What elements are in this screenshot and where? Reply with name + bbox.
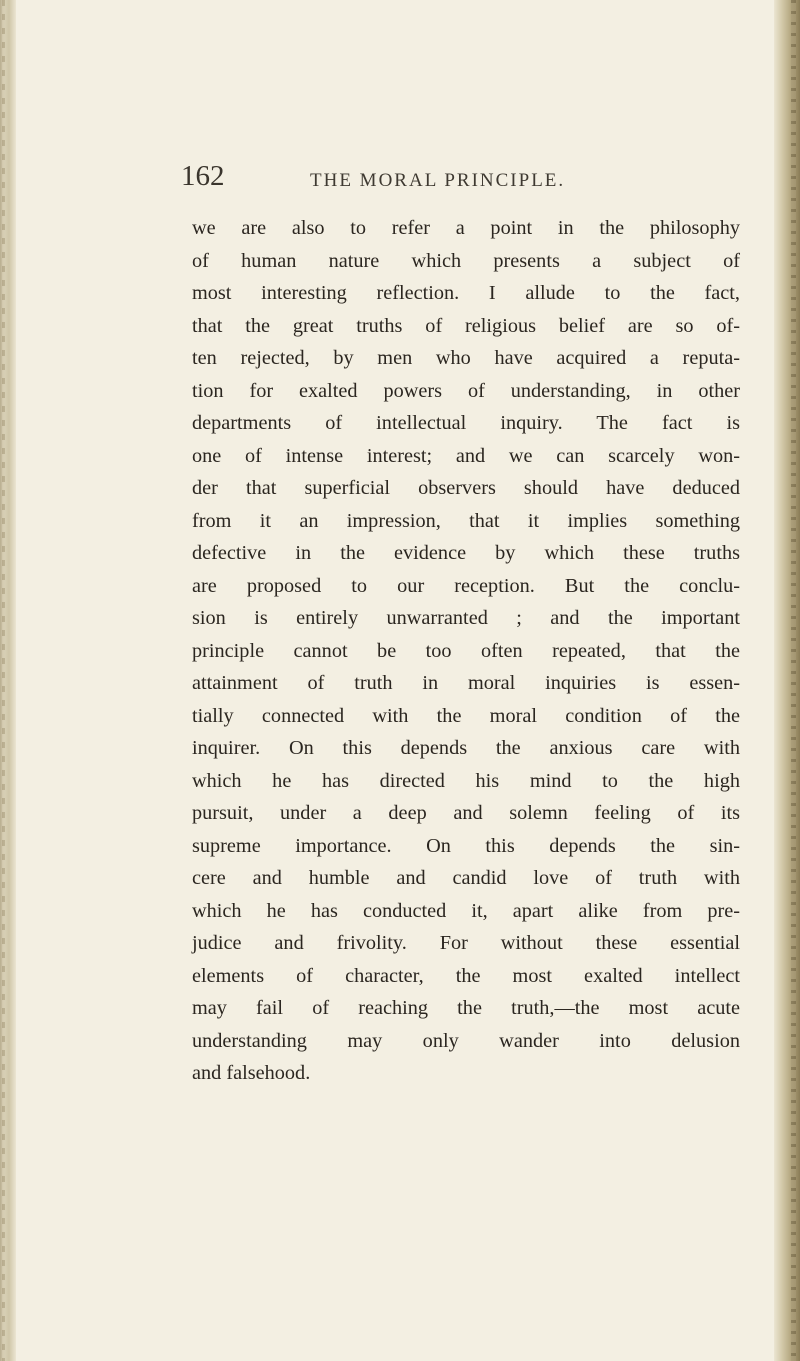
text-line: der that superficial observers should have deduced <box>192 477 740 499</box>
text-line: principle cannot be too often repeated, that the <box>192 639 740 662</box>
text-line: attainment of truth in moral inquiries is essen- <box>192 672 740 694</box>
text-line: we are also to refer a point in the philosophy <box>192 217 740 239</box>
text-line: which he has directed his mind to the high <box>192 769 740 792</box>
text-line: sion is entirely unwarranted ; and the important <box>192 607 740 629</box>
page-number: 162 <box>181 160 225 192</box>
text-line: supreme importance. On this depends the sin- <box>192 834 740 857</box>
running-title: THE MORAL PRINCIPLE. <box>310 170 566 191</box>
text-line: that the great truths of religious belief are so of- <box>192 314 740 337</box>
text-line: may fail of reaching the truth,—the most acute <box>192 997 740 1019</box>
text-line: understanding may only wander into delusion <box>192 1029 740 1052</box>
page-left-edge <box>0 0 16 1361</box>
text-line: of human nature which presents a subject of <box>192 249 740 272</box>
text-line: most interesting reflection. I allude to the fact, <box>192 282 740 304</box>
text-line: and falsehood. <box>192 1062 311 1084</box>
text-line: which he has conducted it, apart alike from pre- <box>192 899 740 922</box>
text-line: inquirer. On this depends the anxious care with <box>192 737 740 759</box>
body-paragraph <box>192 212 740 1090</box>
text-line: departments of intellectual inquiry. The fact is <box>192 412 740 434</box>
text-line: defective in the evidence by which these truths <box>192 542 740 564</box>
text-line: pursuit, under a deep and solemn feeling of its <box>192 802 740 824</box>
text-line: from it an impression, that it implies something <box>192 509 740 532</box>
text-line: tially connected with the moral condition of the <box>192 704 740 727</box>
text-line: judice and frivolity. For without these essential <box>192 932 740 954</box>
text-line: are proposed to our reception. But the conclu- <box>192 574 740 597</box>
page-header <box>0 160 800 200</box>
text-line: cere and humble and candid love of truth with <box>192 867 740 889</box>
text-line: elements of character, the most exalted intellect <box>192 964 740 987</box>
text-line: tion for exalted powers of understanding, in other <box>192 379 740 402</box>
text-line: ten rejected, by men who have acquired a reputa- <box>192 347 740 369</box>
text-line: one of intense interest; and we can scarcely won- <box>192 444 740 467</box>
book-spine-edge <box>774 0 800 1361</box>
